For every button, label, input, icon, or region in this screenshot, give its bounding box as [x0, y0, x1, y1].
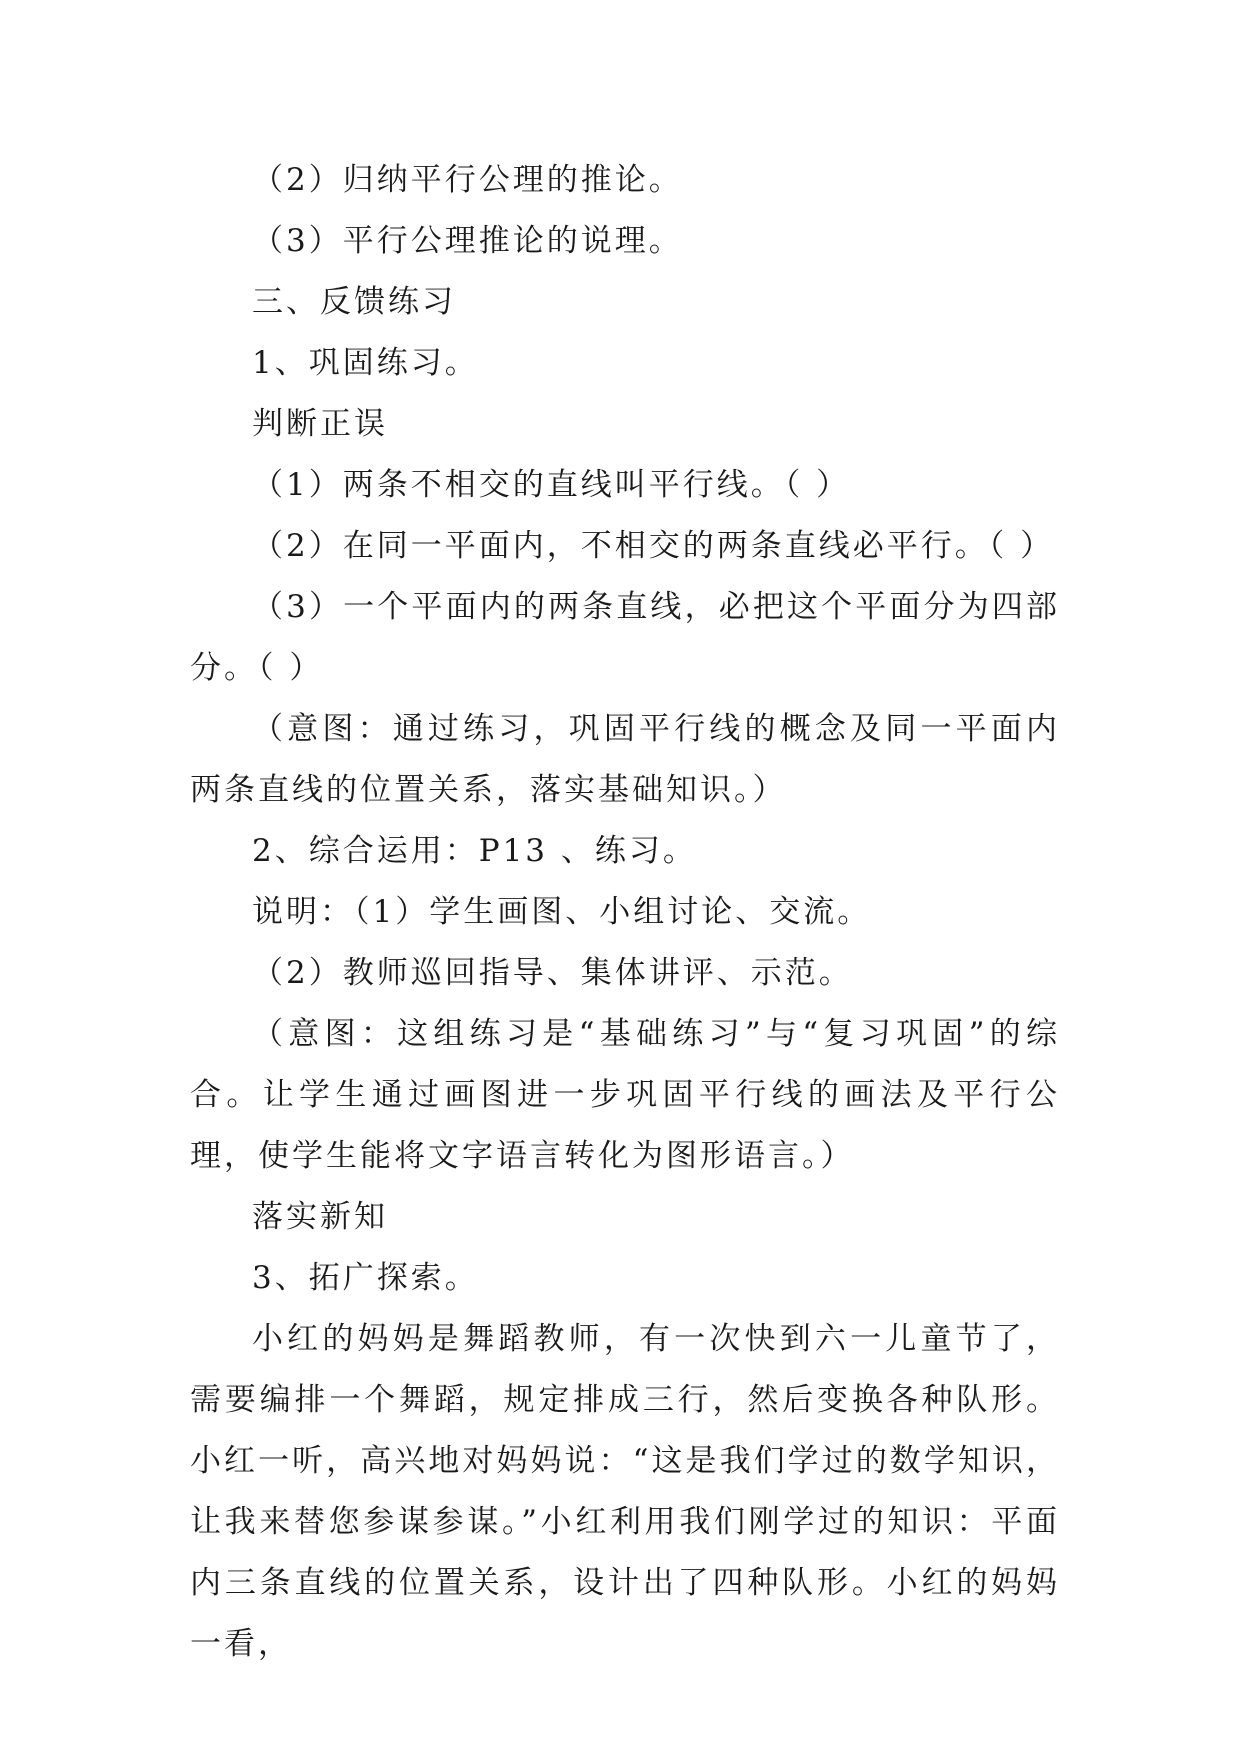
- paragraph: 落实新知: [252, 1199, 388, 1235]
- paragraph: （意图：这组练习是“基础练习”与“复习巩固”的综合。让学生通过画图进一步巩固平行线的画法及平行公理，使学生能将文字语言转化为图形语言。）: [190, 1016, 1060, 1174]
- paragraph: （1）两条不相交的直线叫平行线。（ ）: [252, 467, 851, 503]
- paragraph: （2）教师巡回指导、集体讲评、示范。: [252, 955, 853, 991]
- paragraph: （3）一个平面内的两条直线，必把这个平面分为四部分。（ ）: [190, 589, 1060, 686]
- paragraph: （2）归纳平行公理的推论。: [252, 162, 683, 198]
- paragraph: 小红的妈妈是舞蹈教师，有一次快到六一儿童节了，需要编排一个舞蹈，规定排成三行，然后变换各种队形。小红一听，高兴地对妈妈说：“这是我们学过的数学知识，让我来替您参谋参谋。”小红利用我们刚学过的知识：平面内三条直线的位置关系，设计出了四种队形。小红的妈妈一看，: [190, 1321, 1060, 1662]
- paragraph: 3、拓广探索。: [252, 1260, 479, 1296]
- paragraph: 判断正误: [252, 406, 388, 442]
- paragraph: （3）平行公理推论的说理。: [252, 223, 683, 259]
- paragraph: （2）在同一平面内，不相交的两条直线必平行。（ ）: [252, 528, 1055, 564]
- paragraph: 说明：（1）学生画图、小组讨论、交流。: [252, 894, 872, 930]
- section-heading: 三、反馈练习: [252, 284, 456, 320]
- paragraph: 2、综合运用：P13 、练习。: [252, 833, 697, 869]
- paragraph: （意图：通过练习，巩固平行线的概念及同一平面内两条直线的位置关系，落实基础知识。）: [190, 711, 1060, 808]
- paragraph: 1、巩固练习。: [252, 345, 479, 381]
